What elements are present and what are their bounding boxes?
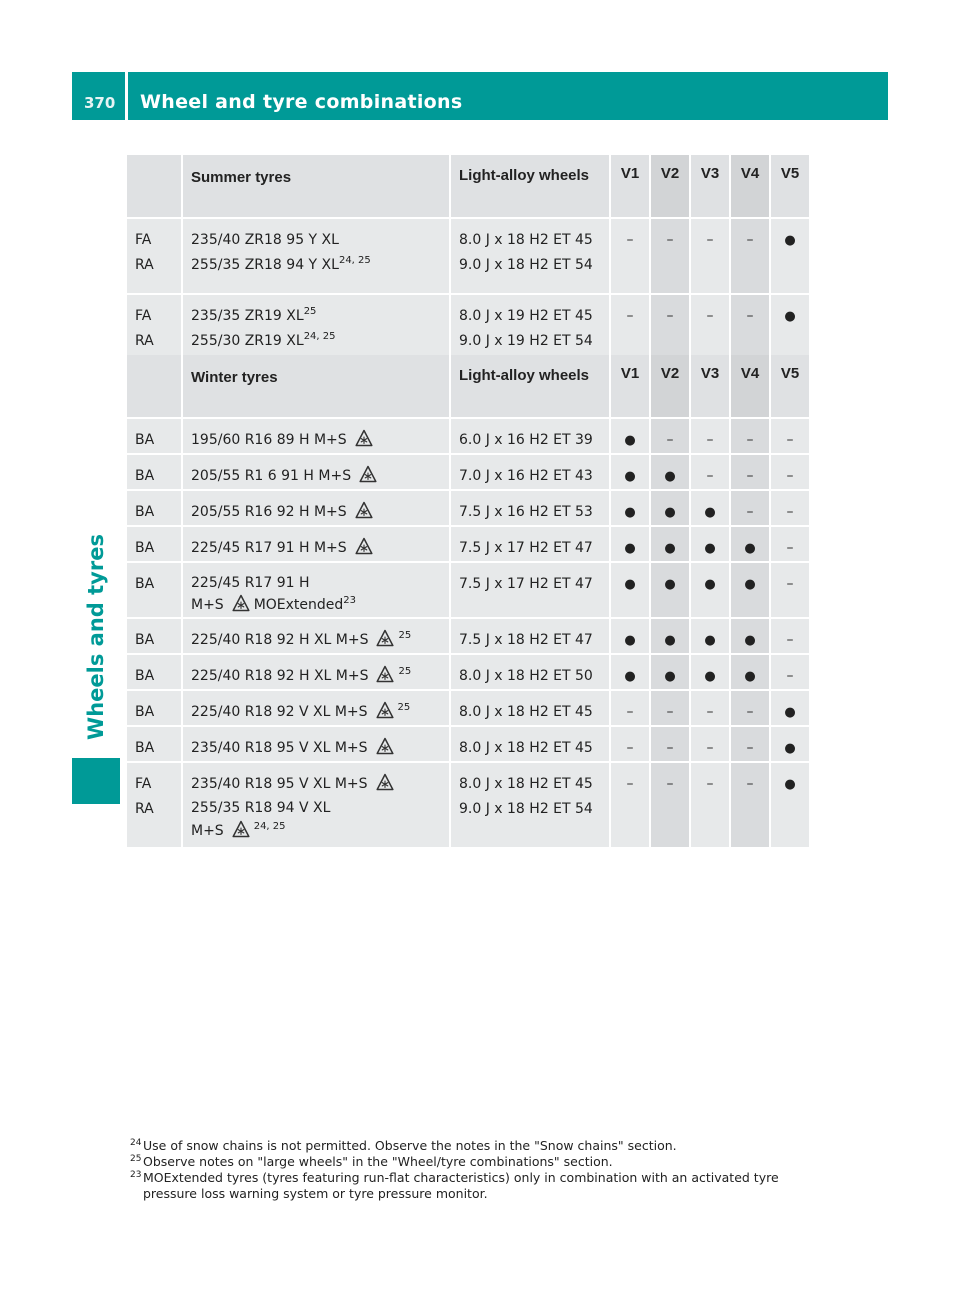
tyre-size: 235/35 ZR19 XL: [191, 308, 304, 324]
v4-value: ●: [744, 577, 756, 592]
v5-value: –: [786, 540, 794, 556]
v5-value: –: [786, 632, 794, 648]
summer-tyres-table: [127, 155, 811, 371]
wheel-size: 7.0 J x 16 H2 ET 43: [459, 468, 593, 484]
v3-value: –: [706, 704, 714, 720]
position: BA: [135, 668, 155, 684]
v3-value: ●: [704, 669, 716, 684]
v2-value: ●: [664, 669, 676, 684]
page-number: 370: [84, 94, 116, 112]
v2-value: –: [666, 776, 674, 792]
table-row: [127, 219, 811, 295]
v2-value: ●: [664, 541, 676, 556]
table-row: [127, 563, 811, 619]
position: BA: [135, 576, 155, 592]
footnote-number: 23: [130, 1170, 142, 1180]
tyre-rating: M+S: [191, 823, 224, 839]
v2-value: ●: [664, 577, 676, 592]
v3-value: –: [706, 432, 714, 448]
tyre-size: 205/55 R16 92 H M+S: [191, 504, 347, 520]
table-row: [127, 527, 811, 563]
v5-value: ●: [784, 705, 796, 720]
v4-value: –: [746, 776, 754, 792]
header-v2: V2: [651, 355, 691, 419]
v2-value: ●: [664, 633, 676, 648]
wheel-size: 8.0 J x 18 H2 ET 45: [459, 740, 593, 756]
v3-value: –: [706, 776, 714, 792]
position: FA: [135, 776, 152, 792]
tyre-type: MOExtended: [253, 597, 344, 613]
tyre-size: 235/40 R18 95 V XL M+S: [191, 776, 368, 792]
wheel-size: 8.0 J x 18 H2 ET 45: [459, 704, 593, 720]
v3-value: ●: [704, 577, 716, 592]
v5-value: ●: [784, 741, 796, 756]
header-position: [127, 355, 183, 419]
header-v4: V4: [731, 155, 771, 219]
snowflake-mountain-icon: [376, 701, 394, 719]
header-v4: V4: [731, 355, 771, 419]
header-v1: V1: [611, 355, 651, 419]
header-wheels: Light-alloy wheels: [451, 155, 611, 219]
header-v2: V2: [651, 155, 691, 219]
snowflake-mountain-icon: [376, 773, 394, 791]
header-tyres: Summer tyres: [183, 155, 451, 219]
snowflake-mountain-icon: [376, 737, 394, 755]
wheel-size: 8.0 J x 19 H2 ET 45: [459, 308, 593, 324]
snowflake-mountain-icon: [232, 594, 250, 612]
v4-value: –: [746, 504, 754, 520]
v5-value: –: [786, 504, 794, 520]
position: BA: [135, 540, 155, 556]
tyre-size: 255/30 ZR19 XL: [191, 333, 304, 349]
v2-value: –: [666, 232, 674, 248]
footnotes: [130, 1138, 820, 1202]
footnote-ref: 25: [397, 702, 411, 713]
v2-value: –: [666, 432, 674, 448]
table-header-row: [127, 155, 811, 219]
table-row: [127, 727, 811, 763]
tyre-size: 225/40 R18 92 V XL M+S: [191, 704, 368, 720]
position: FA: [135, 232, 152, 248]
tyre-size: 195/60 R16 89 H M+S: [191, 432, 347, 448]
v1-value: –: [626, 740, 634, 756]
snowflake-mountain-icon: [359, 465, 377, 483]
footnote-ref: 25: [303, 306, 317, 317]
v4-value: –: [746, 740, 754, 756]
footnote-text: Use of snow chains is not permitted. Observe the notes in the "Snow chains" section.: [143, 1138, 677, 1153]
wheel-size: 6.0 J x 16 H2 ET 39: [459, 432, 593, 448]
tyre-size: 225/45 R17 91 H M+S: [191, 540, 347, 556]
table-row: [127, 763, 811, 849]
table-row: [127, 619, 811, 655]
table-row: [127, 655, 811, 691]
table-header-row: [127, 355, 811, 419]
v3-value: ●: [704, 505, 716, 520]
snowflake-mountain-icon: [355, 501, 373, 519]
snowflake-mountain-icon: [376, 665, 394, 683]
v4-value: –: [746, 468, 754, 484]
tyre-size: 225/40 R18 92 H XL M+S: [191, 632, 369, 648]
section-tab-label: Wheels and tyres: [84, 534, 108, 740]
v1-value: ●: [624, 433, 636, 448]
header-v3: V3: [691, 155, 731, 219]
wheel-size: 9.0 J x 19 H2 ET 54: [459, 333, 593, 349]
position: RA: [135, 333, 154, 349]
wheel-size: 7.5 J x 16 H2 ET 53: [459, 504, 593, 520]
footnote-ref: 23: [343, 595, 357, 606]
v3-value: ●: [704, 541, 716, 556]
page-header: [72, 72, 888, 120]
header-position: [127, 155, 183, 219]
v1-value: ●: [624, 669, 636, 684]
header-v1: V1: [611, 155, 651, 219]
section-tab-marker: [72, 758, 120, 804]
v3-value: –: [706, 308, 714, 324]
footnote-ref: 24, 25: [303, 331, 336, 342]
tyre-size: 235/40 ZR18 95 Y XL: [191, 232, 339, 248]
position: BA: [135, 468, 155, 484]
table-row: [127, 491, 811, 527]
v2-value: ●: [664, 469, 676, 484]
v4-value: –: [746, 432, 754, 448]
table-row: [127, 691, 811, 727]
v1-value: ●: [624, 469, 636, 484]
v5-value: ●: [784, 777, 796, 792]
v1-value: –: [626, 232, 634, 248]
position: RA: [135, 801, 154, 817]
tyre-size: 225/40 R18 92 H XL M+S: [191, 668, 369, 684]
v5-value: –: [786, 432, 794, 448]
v4-value: –: [746, 704, 754, 720]
v2-value: –: [666, 704, 674, 720]
footnote-number: 25: [130, 1154, 142, 1164]
header-divider: [125, 72, 128, 120]
header-v5: V5: [771, 155, 811, 219]
wheel-size: 8.0 J x 18 H2 ET 45: [459, 776, 593, 792]
footnote-ref: 25: [398, 630, 412, 641]
v3-value: –: [706, 232, 714, 248]
position: BA: [135, 432, 155, 448]
snowflake-mountain-icon: [232, 820, 250, 838]
position: BA: [135, 740, 155, 756]
snowflake-mountain-icon: [355, 537, 373, 555]
footnote-ref: 25: [398, 666, 412, 677]
v1-value: ●: [624, 633, 636, 648]
header-v3: V3: [691, 355, 731, 419]
v2-value: ●: [664, 505, 676, 520]
v4-value: –: [746, 232, 754, 248]
wheel-size: 8.0 J x 18 H2 ET 50: [459, 668, 593, 684]
v1-value: –: [626, 704, 634, 720]
v4-value: –: [746, 308, 754, 324]
v5-value: –: [786, 468, 794, 484]
v5-value: –: [786, 576, 794, 592]
header-v5: V5: [771, 355, 811, 419]
position: FA: [135, 308, 152, 324]
wheel-size: 9.0 J x 18 H2 ET 54: [459, 801, 593, 817]
header-tyres: Winter tyres: [183, 355, 451, 419]
v2-value: –: [666, 740, 674, 756]
v3-value: –: [706, 740, 714, 756]
wheel-size: 7.5 J x 17 H2 ET 47: [459, 540, 593, 556]
table-row: [127, 419, 811, 455]
footnote: [130, 1170, 820, 1202]
section-tab: [76, 522, 116, 752]
table-row: [127, 455, 811, 491]
v4-value: ●: [744, 669, 756, 684]
wheel-size: 8.0 J x 18 H2 ET 45: [459, 232, 593, 248]
tyre-size: 205/55 R1 6 91 H M+S: [191, 468, 352, 484]
wheel-size: 7.5 J x 17 H2 ET 47: [459, 576, 593, 592]
v4-value: ●: [744, 541, 756, 556]
position: BA: [135, 704, 155, 720]
footnote: [130, 1154, 820, 1170]
snowflake-mountain-icon: [376, 629, 394, 647]
footnote-text: Observe notes on "large wheels" in the "Wheel/tyre combinations" section.: [143, 1154, 613, 1169]
tyre-size: 255/35 R18 94 V XL: [191, 800, 331, 816]
v5-value: –: [786, 668, 794, 684]
v2-value: –: [666, 308, 674, 324]
v5-value: ●: [784, 233, 796, 248]
v1-value: –: [626, 308, 634, 324]
footnote-text: MOExtended tyres (tyres featuring run-flat characteristics) only in combination with an activated tyre pressure loss warning system or tyre pressure monitor.: [143, 1170, 779, 1201]
page-title: Wheel and tyre combinations: [140, 91, 463, 113]
footnote-ref: 24, 25: [253, 821, 286, 832]
position: BA: [135, 632, 155, 648]
wheel-size: 9.0 J x 18 H2 ET 54: [459, 257, 593, 273]
v1-value: ●: [624, 505, 636, 520]
v3-value: –: [706, 468, 714, 484]
position: RA: [135, 257, 154, 273]
header-wheels: Light-alloy wheels: [451, 355, 611, 419]
v1-value: ●: [624, 577, 636, 592]
footnote-number: 24: [130, 1138, 142, 1148]
v4-value: ●: [744, 633, 756, 648]
wheel-size: 7.5 J x 18 H2 ET 47: [459, 632, 593, 648]
tyre-size: 225/45 R17 91 H: [191, 575, 310, 591]
v3-value: ●: [704, 633, 716, 648]
footnote: [130, 1138, 820, 1154]
snowflake-mountain-icon: [355, 429, 373, 447]
v1-value: ●: [624, 541, 636, 556]
footnote-ref: 24, 25: [338, 255, 371, 266]
v5-value: ●: [784, 309, 796, 324]
position: BA: [135, 504, 155, 520]
v1-value: –: [626, 776, 634, 792]
winter-tyres-table: [127, 355, 811, 849]
tyre-size: 235/40 R18 95 V XL M+S: [191, 740, 368, 756]
tyre-size: 255/35 ZR18 94 Y XL: [191, 257, 339, 273]
tyre-rating: M+S: [191, 597, 224, 613]
